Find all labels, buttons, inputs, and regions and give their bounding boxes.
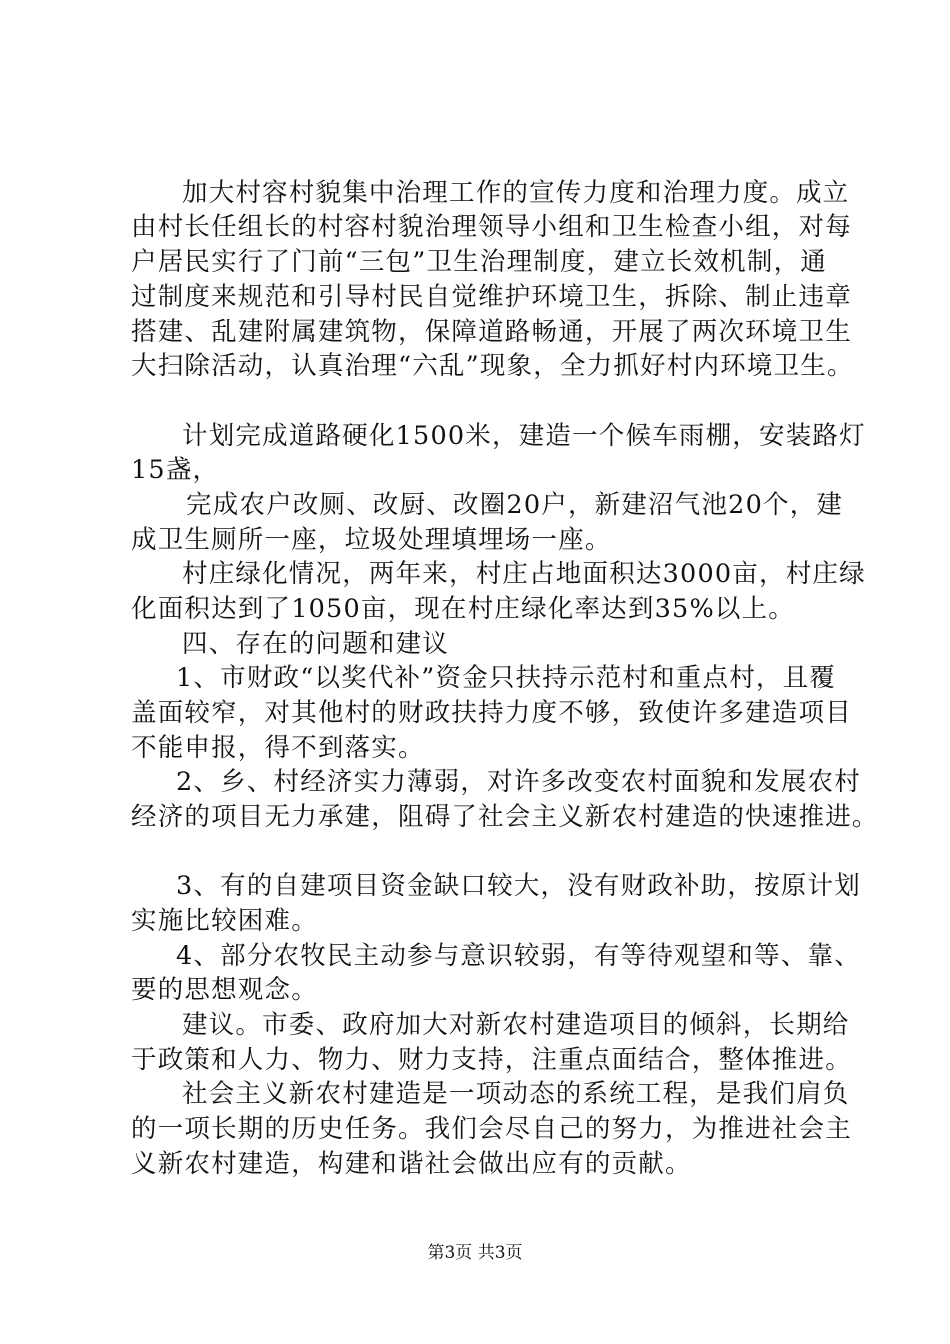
text-line: 建议。市委、政府加大对新农村建造项目的倾斜，长期给 xyxy=(182,1010,850,1040)
text-line: 完成农户改厕、改厨、改圈20户，新建沼气池20个，建 xyxy=(186,490,844,520)
text-line: 过制度来规范和引导村民自觉维护环境卫生，拆除、制止违章 xyxy=(131,282,852,312)
text-line: 盖面较窄，对其他村的财政扶持力度不够，致使许多建造项目 xyxy=(131,698,852,728)
text-line: 2、乡、村经济实力薄弱，对许多改变农村面貌和发展农村 xyxy=(176,767,861,797)
text-line: 成卫生厕所一座，垃圾处理填埋场一座。 xyxy=(131,525,612,555)
text-line: 搭建、乱建附属建筑物，保障道路畅通，开展了两次环境卫生 xyxy=(131,317,852,347)
text-line: 计划完成道路硬化1500米，建造一个候车雨棚，安装路灯 xyxy=(182,421,866,451)
text-line: 加大村容村貌集中治理工作的宣传力度和治理力度。成立 xyxy=(182,178,850,208)
text-line: 村庄绿化情况，两年来，村庄占地面积达3000亩，村庄绿 xyxy=(182,559,866,589)
text-line: 经济的项目无力承建，阻碍了社会主义新农村建造的快速推进。 xyxy=(131,802,879,832)
text-line: 由村长任组长的村容村貌治理领导小组和卫生检查小组，对每 xyxy=(131,212,852,242)
text-line: 不能申报，得不到落实。 xyxy=(131,733,425,763)
text-line: 要的思想观念。 xyxy=(131,975,318,1005)
text-line: 化面积达到了1050亩，现在村庄绿化率达到35%以上。 xyxy=(131,594,795,624)
text-line: 1、市财政“以奖代补”资金只扶持示范村和重点村，且覆 xyxy=(176,663,836,693)
text-line: 于政策和人力、物力、财力支持，注重点面结合，整体推进。 xyxy=(131,1045,852,1075)
text-line: 义新农村建造，构建和谐社会做出应有的贡献。 xyxy=(131,1149,692,1179)
text-line: 社会主义新农村建造是一项动态的系统工程，是我们肩负 xyxy=(182,1079,850,1109)
section-heading: 四、存在的问题和建议 xyxy=(182,629,450,659)
text-line: 3、有的自建项目资金缺口较大，没有财政补助，按原计划 xyxy=(176,871,861,901)
text-line: 的一项长期的历史任务。我们会尽自己的努力，为推进社会主 xyxy=(131,1114,852,1144)
text-line: 实施比较困难。 xyxy=(131,906,318,936)
text-line: 户居民实行了门前“三包”卫生治理制度，建立长效机制，通 xyxy=(131,247,827,277)
page-number-footer: 第3页 共3页 xyxy=(427,1243,523,1263)
text-line: 大扫除活动，认真治理“六乱”现象，全力抓好村内环境卫生。 xyxy=(131,351,854,381)
text-line: 4、部分农牧民主动参与意识较弱，有等待观望和等、靠、 xyxy=(176,941,861,971)
text-line: 15盏， xyxy=(131,455,220,485)
